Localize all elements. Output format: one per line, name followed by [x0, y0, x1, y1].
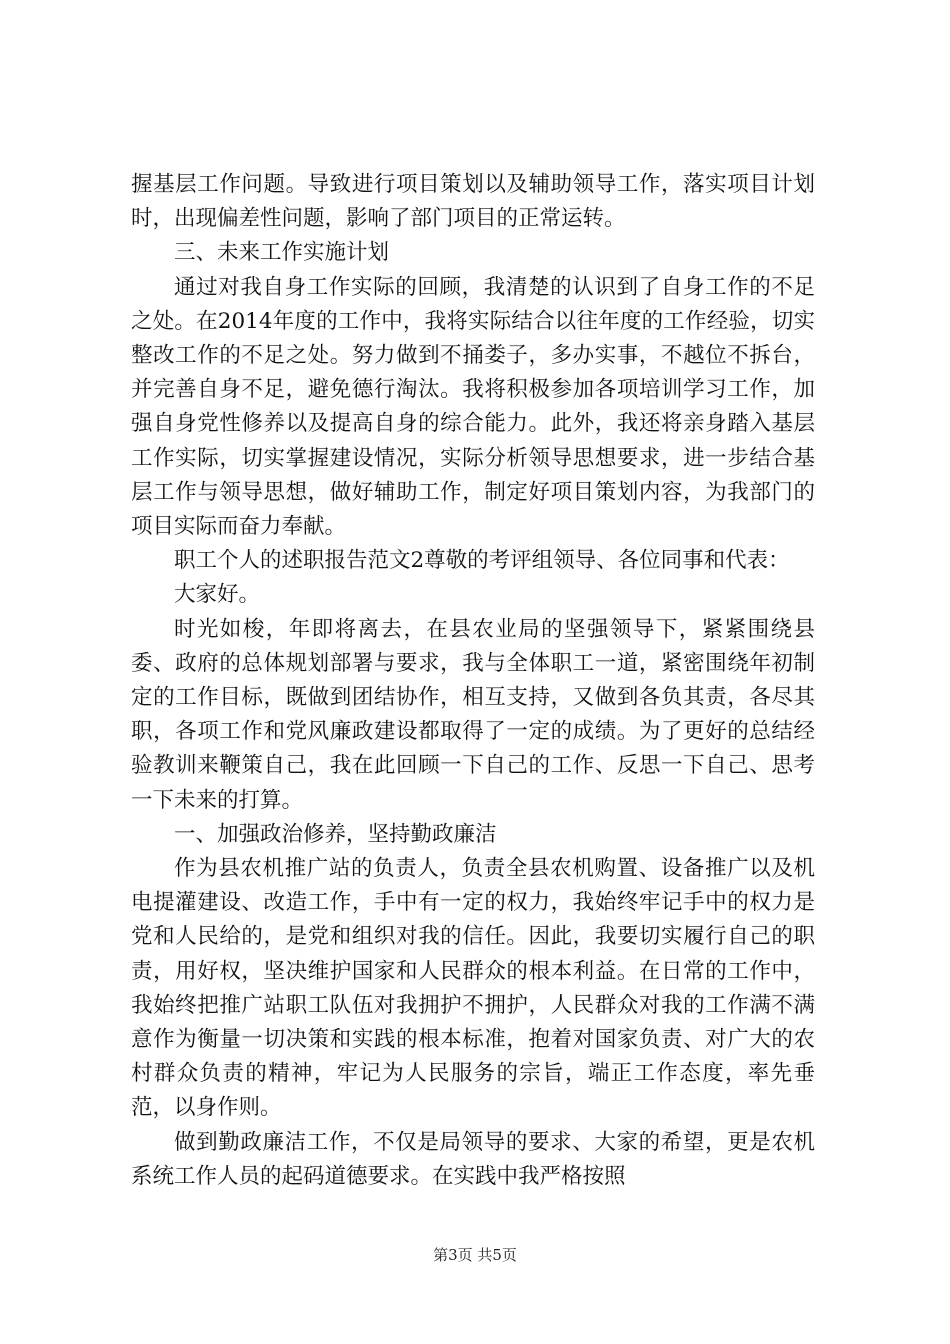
paragraph-intro: 时光如梭，年即将离去，在县农业局的坚强领导下，紧紧围绕县委、政府的总体规划部署与要求，我与全体职工一道，紧密围绕年初制定的工作目标，既做到团结协作，相互支持，又做到各负其责，各尽其职，各项工作和党风廉政建设都取得了一定的成绩。为了更好的总结经验教训来鞭策自己，我在此回顾一下自己的工作、反思一下自己、思考一下未来的打算。 [131, 616, 815, 813]
section-heading-future-plan: 三、未来工作实施计划 [174, 240, 390, 266]
document-body [131, 168, 815, 1194]
section-heading-political-cultivation: 一、加强政治修养，坚持勤政廉洁 [174, 821, 497, 847]
paragraph-continuation: 握基层工作问题。导致进行项目策划以及辅助领导工作，落实项目计划时，出现偏差性问题，影响了部门项目的正常运转。 [131, 172, 815, 232]
page-number-footer: 第3页 共5页 [433, 1246, 517, 1264]
paragraph-integrity: 做到勤政廉洁工作，不仅是局领导的要求、大家的希望，更是农机系统工作人员的起码道德要求。在实践中我严格按照 [131, 1129, 815, 1189]
paragraph-future-plan: 通过对我自身工作实际的回顾，我清楚的认识到了自身工作的不足之处。在2014年度的工作中，我将实际结合以往年度的工作经验，切实整改工作的不足之处。努力做到不捅娄子，多办实事，不越位不拆台，并完善自身不足，避免德行淘汰。我将积极参加各项培训学习工作，加强自身党性修养以及提高自身的综合能力。此外，我还将亲身踏入基层工作实际，切实掌握建设情况，实际分析领导思想要求，进一步结合基层工作与领导思想，做好辅助工作，制定好项目策划内容，为我部门的项目实际而奋力奉献。 [131, 274, 815, 540]
paragraph-responsibilities: 作为县农机推广站的负责人，负责全县农机购置、设备推广以及机电提灌建设、改造工作，手中有一定的权力，我始终牢记手中的权力是党和人民给的，是党和组织对我的信任。因此，我要切实履行自己的职责，用好权，坚决维护国家和人民群众的根本利益。在日常的工作中，我始终把推广站职工队伍对我拥护不拥护，人民群众对我的工作满不满意作为衡量一切决策和实践的根本标准，抱着对国家负责、对广大的农村群众负责的精神，牢记为人民服务的宗旨，端正工作态度，率先垂范，以身作则。 [131, 856, 815, 1121]
paragraph-salutation: 大家好。 [174, 582, 261, 608]
paragraph-report-title-greeting: 职工个人的述职报告范文2尊敬的考评组领导、各位同事和代表： [174, 548, 790, 574]
